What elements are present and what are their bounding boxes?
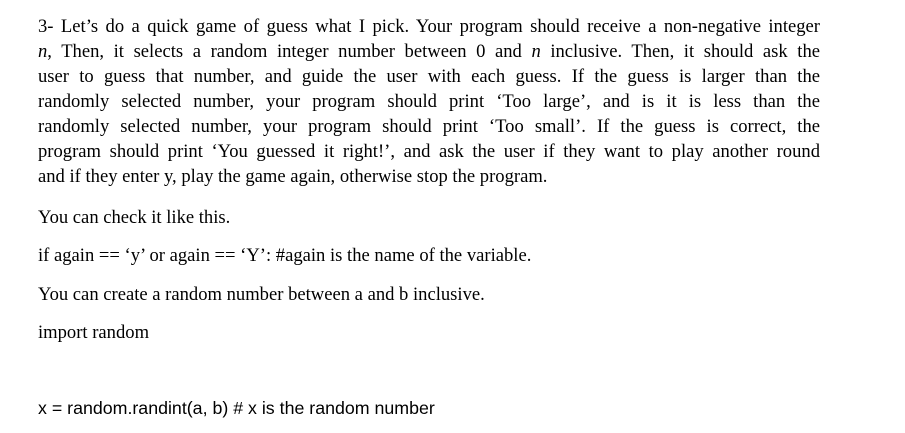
problem-line: randomly selected number, your program should print ‘Too small’. If the guess is correct, the bbox=[38, 116, 820, 137]
randint-line: x = random.randint(a, b) # x is the random number bbox=[38, 398, 435, 418]
check-code-line: if again == ‘y’ or again == ‘Y’: #again is the name of the variable. bbox=[38, 245, 532, 266]
variable-n: n bbox=[38, 41, 48, 62]
random-intro-text: You can create a random number between a and b inclusive. bbox=[38, 284, 485, 305]
problem-line: 3- Let’s do a quick game of guess what I pick. Your program should receive a non-negative integer bbox=[38, 16, 820, 37]
problem-line: program should print ‘You guessed it right!’, and ask the user if they want to play another round bbox=[38, 141, 820, 162]
problem-line: randomly selected number, your program should print ‘Too large’, and is it is less than the bbox=[38, 91, 820, 112]
problem-statement bbox=[38, 14, 820, 189]
import-line: import random bbox=[38, 322, 150, 343]
check-intro-text: You can check it like this. bbox=[38, 207, 231, 228]
problem-paragraph bbox=[38, 14, 820, 189]
problem-line: user to guess that number, and guide the user with each guess. If the guess is larger than the bbox=[38, 66, 820, 87]
problem-line: and if they enter y, play the game again, otherwise stop the program. bbox=[38, 166, 548, 187]
problem-line: n, Then, it selects a random integer number between 0 and n inclusive. Then, it should ask the bbox=[38, 41, 821, 62]
variable-n: n bbox=[531, 41, 541, 62]
